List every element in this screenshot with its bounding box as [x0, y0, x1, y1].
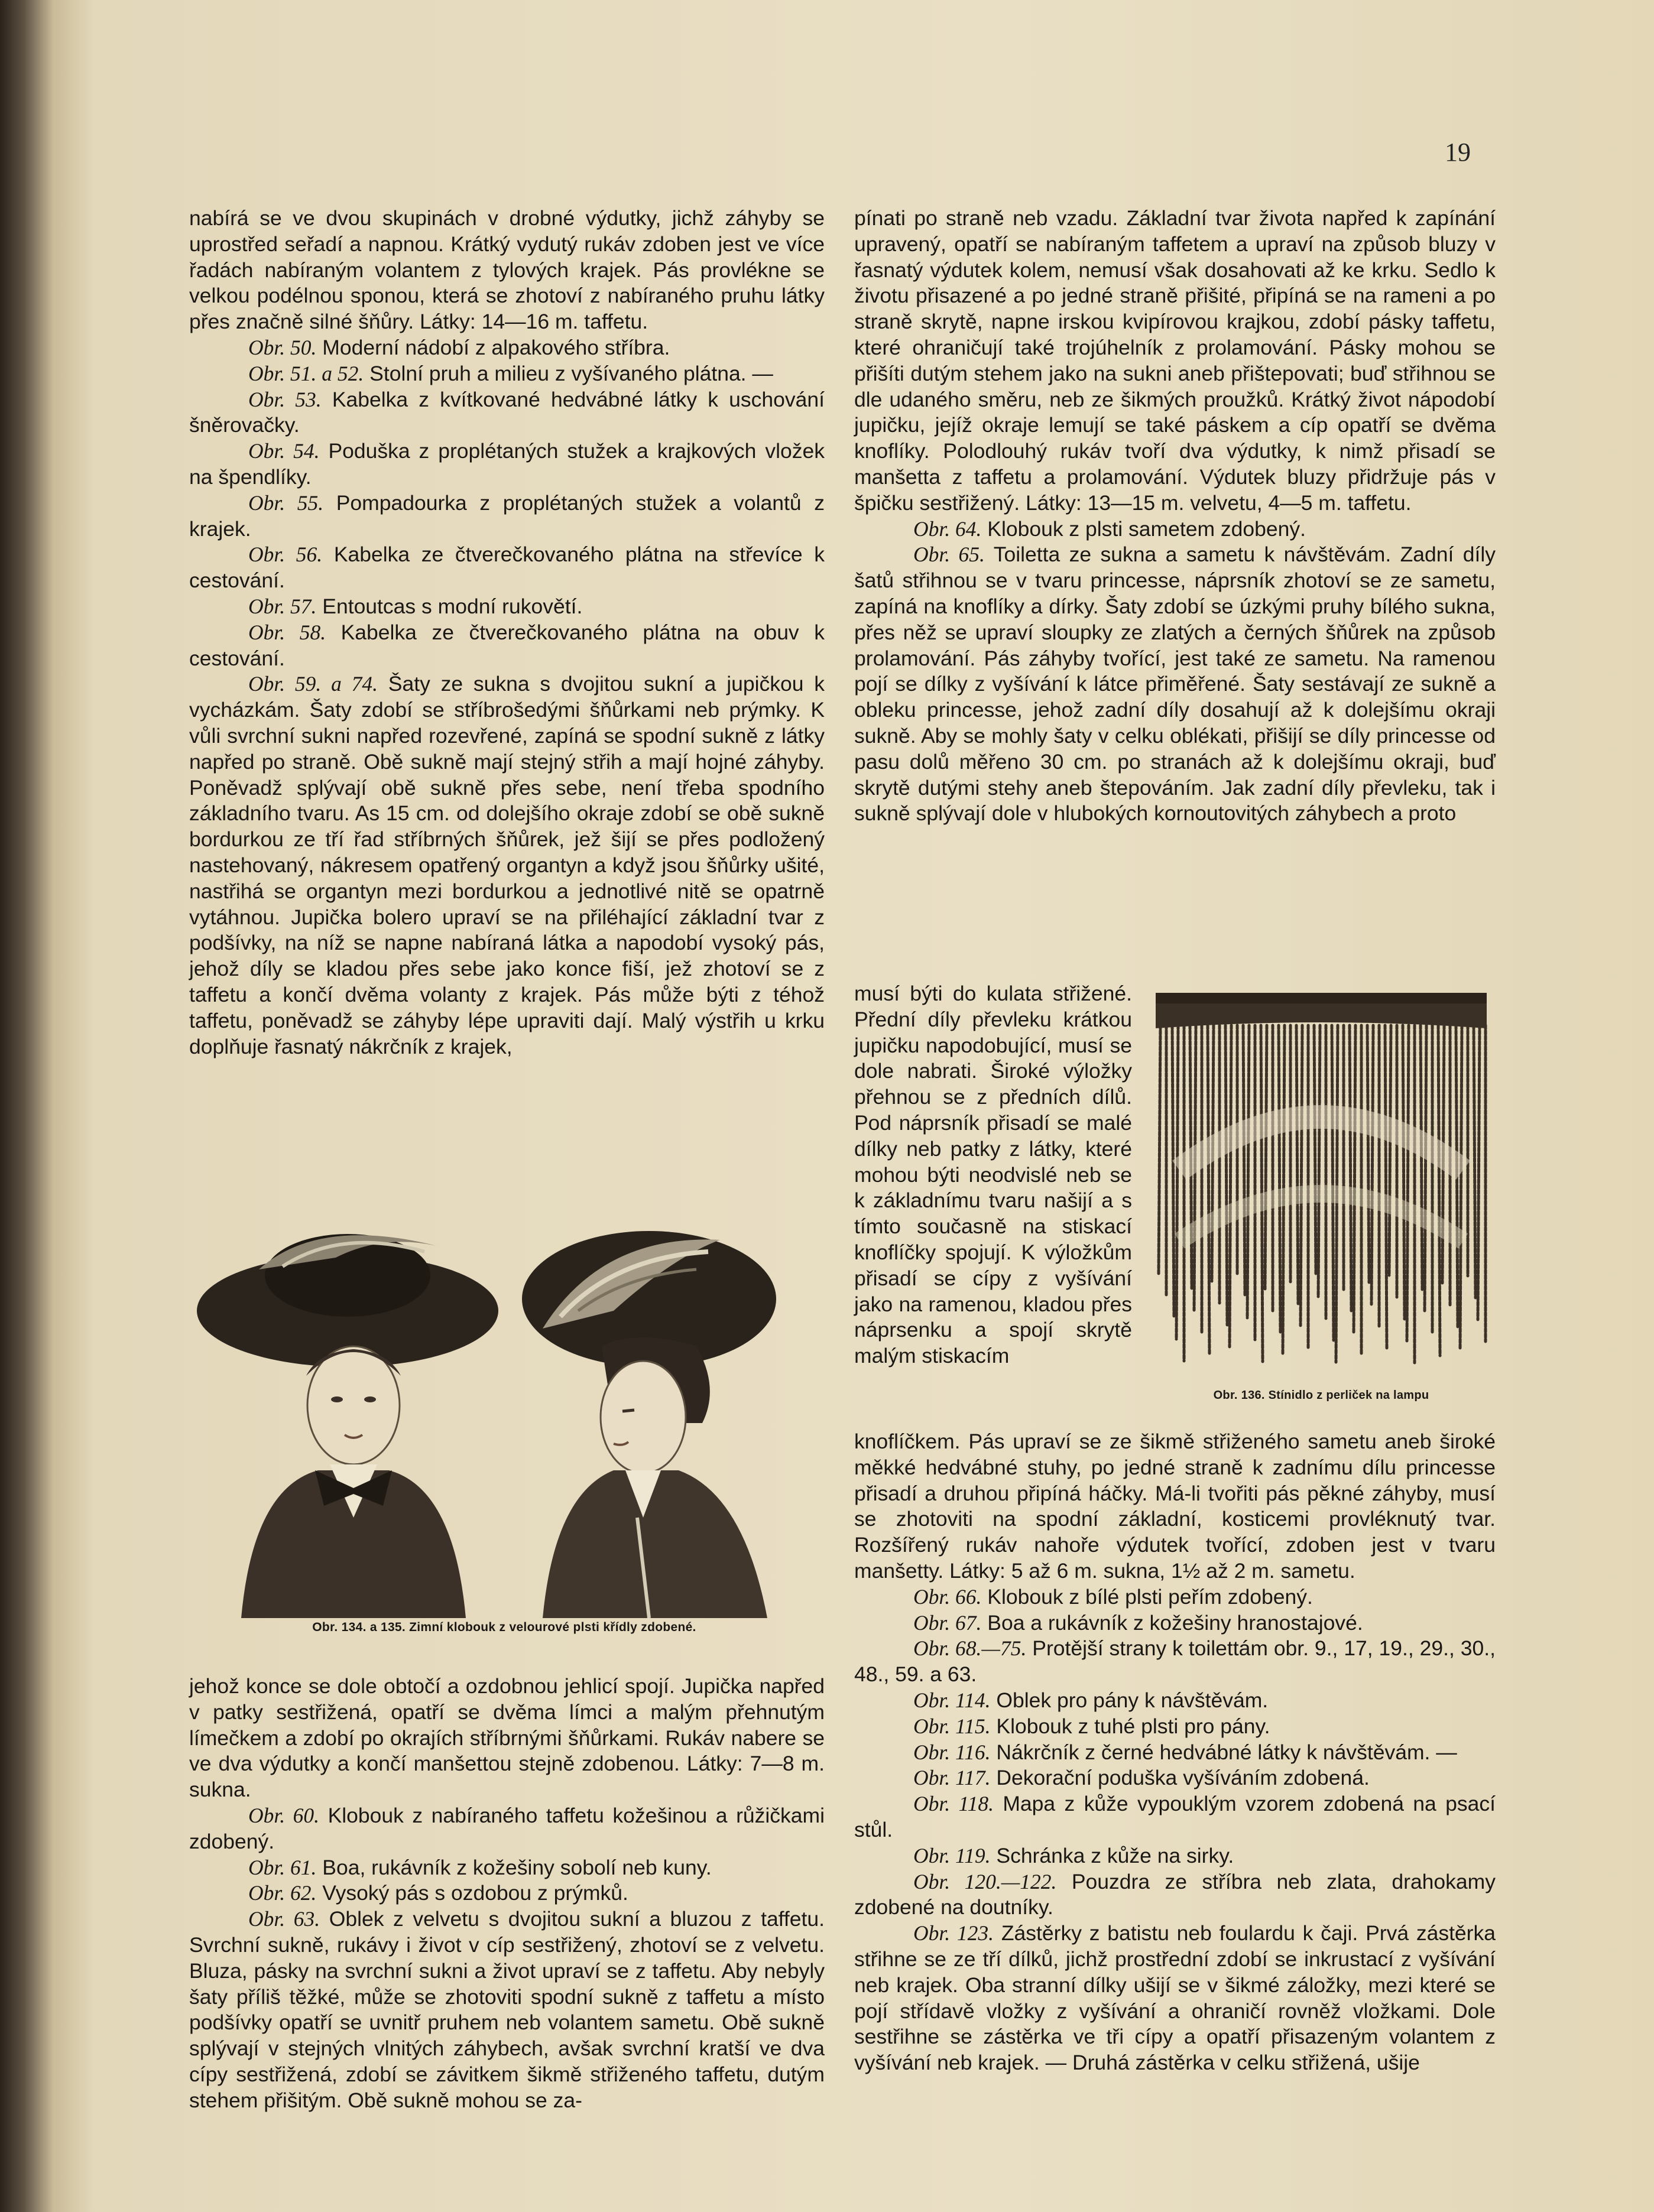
- figure-ref: Obr. 63.: [248, 1907, 320, 1931]
- page-number: 19: [1445, 138, 1471, 167]
- paragraph: Obr. 119. Schránka z kůže na sirky.: [913, 1843, 1234, 1867]
- hats-illustration: [188, 1210, 820, 1618]
- paragraph: knoflíčkem. Pás upraví se ze šikmě střiženého sametu aneb široké měkké hedvábné stuhy, po jedné straně k zadnímu dílu princesse přisadí a druhou připíná háčky. Má-li tvořiti pás pěkné záhyby, musí se zhotoviti na spodní základní, kosticemi provléknutý tvar. Rozšířený rukáv nahoře výdutek tvořící, zdoben jest v tvaru manšetty. Látky: 5 až 6 m. sukna, 1½ až 2 m. sametu.: [854, 1430, 1496, 1583]
- wrapped-text: musí býti do kulata střižené. Přední díly převleku krátkou jupičku napodobující, musí se dole nabrati. Široké výložky přehnou se z předních dílů. Pod náprsník přisadí se malé dílky neb patky z látky, které mohou býti neodvislé neb se k základnímu tvaru našijí a s tímto současně na stiskací knoflíčky spojují. K výložkům přisadí se cípy z vyšívání jako na ramenou, kladou přes náprsenku a spojí skrytě malým stiskacím: [854, 982, 1132, 1368]
- left-column-lower: [189, 1674, 825, 2114]
- paragraph: Obr. 120.—122. Pouzdra ze stříbra neb zlata, drahokamy zdobené na doutníky.: [854, 1869, 1496, 1919]
- figure-ref: Obr. 119.: [913, 1843, 991, 1867]
- fringe-strand: [1314, 1025, 1316, 1275]
- fringe-strand: [1296, 1025, 1298, 1304]
- lamp-shade-illustration: [1144, 993, 1499, 1377]
- fringe-strand: [1230, 1025, 1231, 1347]
- figure-ref: Obr. 120.—122.: [913, 1869, 1057, 1893]
- paragraph: Obr. 117. Dekorační poduška vyšíváním zdobená.: [913, 1766, 1370, 1790]
- fringe-strand: [1367, 1025, 1369, 1282]
- paragraph: pínati po straně neb vzadu. Základní tvar života napřed k zapínání upravený, opatří se nabíraným taffetem a upraví na způsob bluzy v řasnatý výdutek kolem, nemusí však dosahovati až ke krku. Sedlo k životu přisazené a po jedné straně přišité, připíná se na rameni a po straně skrytě, napne irskou kvipírovou krajkou, zdobí pásky taffetu, které ohraničují také trojúhelník z prolamování. Pásky mohou se přišíti dutým stehem jako na sukni aneb přištepovati; buď střihnou se dle udaného směru, neb ze šikmých proužků. Krátký život nápodobí jupičku, jejíž okraje lemují se také páskem a cíp opatří se dvěma knoflíky. Polodlouhý rukáv tvoří dva výdutky, k nimž přisadí se manšetta z taffetu a prolamování. Výdutek bluzy přidržuje pás v špičku sestřižený. Látky: 13—15 m. velvetu, 4—5 m. taffetu.: [854, 206, 1496, 515]
- fringe-strand: [1371, 1025, 1373, 1304]
- paragraph: Obr. 114. Oblek pro pány k návštěvám.: [913, 1688, 1269, 1712]
- figure-ref: Obr. 66.: [913, 1584, 982, 1609]
- fringe-strand: [1247, 1025, 1249, 1318]
- right-column: [854, 206, 1496, 827]
- figure-ref: Obr. 67.: [913, 1610, 982, 1635]
- figure-ref: Obr. 123.: [913, 1921, 994, 1945]
- right-column-lower: [854, 1429, 1496, 2076]
- fringe-strand: [1225, 1025, 1227, 1325]
- figure-ref: Obr. 65.: [913, 543, 985, 567]
- fringe-strand: [1389, 1025, 1391, 1275]
- fringe-strand: [1474, 1025, 1475, 1298]
- fringe-strand: [1421, 1025, 1422, 1290]
- paragraph: Obr. 67. Boa a rukávník z kožešiny hranostajové.: [913, 1610, 1363, 1635]
- figure-ref: Obr. 59. a 74.: [248, 672, 378, 696]
- fringe-strand: [1243, 1025, 1245, 1296]
- paragraph: Obr. 60. Klobouk z nabíraného taffetu kožešinou a růžičkami zdobený.: [189, 1803, 825, 1853]
- figure-ref: Obr. 56.: [248, 543, 323, 567]
- paragraph: Obr. 65. Toiletta ze sukna a sametu k návštěvám. Zadní díly šatů střihnou se v tvaru princesse, náprsník zhotoví se ze sametu, zapíná na knoflíky a dírky. Šaty zdobí se úzkými pruhy bílého sukna, přes něž se upraví sloupky ze zlatých a černých šňůrek na způsob prolamování. Pás záhyby tvořící, jest také ze sametu. Na ramenou pojí se dílky z vyšívání k látce přiměřené. Šaty sestávají ze sukně a obleku princesse, jehož zadní díly dosahují až k dolejšímu okraji sukně. Aby se mohly šaty v celku oblékati, přišijí se díly princesse od pasu dolů měřeno 30 cm. po stranách až k dolejšímu okraji, buď skrytě dutými stehy aneb štepováním. Jak zadní díly převleku, tak i sukně splývají dole v hlubokých kornoutovitých záhybech a proto: [854, 543, 1496, 826]
- fringe-strand: [1478, 1025, 1480, 1320]
- paragraph: Obr. 63. Oblek z velvetu s dvojitou sukní a bluzou z taffetu. Svrchní sukně, rukávy i život v cíp sestřižený, zhotoví se z velvetu. Bluza, pásky na svrchní sukni a život upraví se z taffetu. Aby nebyly šaty příliš těžké, může se zhotoviti spodní sukně z taffetu a místo podšívky opatří se uvnitř pruhem neb volantem sametu. Obě sukně splývají v stejných vlnitých záhybech, avšak svrchní kratší ve dva cípy sestřižená, zdobí se závitkem šikmě střiženého taffetu, dutým stehem přišitým. Obě sukně mohou se za-: [189, 1907, 825, 2112]
- left-column: [189, 206, 825, 1060]
- figure-ref: Obr. 51. a 52.: [248, 361, 364, 385]
- figure-ref: Obr. 53.: [248, 387, 322, 411]
- fringe-strand: [1438, 1025, 1440, 1356]
- fringe-strand: [1172, 1025, 1174, 1317]
- fringe-strand: [1354, 1025, 1355, 1333]
- paragraph: nabírá se ve dvou skupinách v drobné výdutky, jichž záhyby se uprostřed seřadí a napnou. Krátký vydutý rukáv zdoben jest ve více řadách nabíraným volantem z tylových krajek. Pás provlékne se velkou podélnou sponou, která se zhotoví z nabíraného pruhu látky přes značně silné šňůry. Látky: 14—16 m. taffetu.: [189, 206, 825, 334]
- fringe-strand: [1332, 1025, 1334, 1340]
- paragraph: Obr. 68.—75. Protější strany k toilettám obr. 9., 17, 19., 29., 30., 48., 59. a 63.: [854, 1636, 1496, 1687]
- figure-ref: Obr. 114.: [913, 1688, 991, 1712]
- paragraph: Obr. 115. Klobouk z tuhé plsti pro pány.: [913, 1714, 1270, 1738]
- paragraph: jehož konce se dole obtočí a ozdobnou jehlicí spojí. Jupička napřed v patky sestřižená, opatří se dvěma límci a malým přehnutým límečkem a zdobí po okrajích stříbrnými šňůrkami. Rukáv nabere se ve dva výdutky a končí manšettou stejně zdobenou. Látky: 7—8 m. sukna.: [189, 1674, 825, 1802]
- figure-caption: Obr. 134. a 135. Zimní klobouk z velourové plsti křídly zdobené.: [312, 1620, 696, 1634]
- paragraph: Obr. 50. Moderní nádobí z alpakového stříbra.: [248, 335, 670, 359]
- fringe-strand: [1301, 1025, 1302, 1326]
- figure-ref: Obr. 68.—75.: [913, 1636, 1027, 1661]
- figure-ref: Obr. 64.: [913, 517, 982, 541]
- paragraph: Obr. 51. a 52. Stolní pruh a milieu z vyšívaného plátna. —: [248, 361, 773, 385]
- figure-ref: Obr. 50.: [248, 335, 317, 359]
- fringe-strand: [1279, 1025, 1280, 1333]
- fringe-strand: [1265, 1025, 1267, 1289]
- paragraph: Obr. 57. Entoutcas s modní rukovětí.: [248, 594, 583, 618]
- paragraph: Obr. 118. Mapa z kůže vypouklým vzorem zdobená na psací stůl.: [854, 1792, 1496, 1841]
- figure-ref: Obr. 60.: [248, 1803, 320, 1827]
- figure-ref: Obr. 115.: [913, 1714, 991, 1738]
- paragraph: Obr. 116. Nákrčník z černé hedvábné látky k návštěvám. —: [913, 1740, 1457, 1764]
- figure-hats: [188, 1210, 820, 1636]
- figure-ref: Obr. 116.: [913, 1740, 991, 1764]
- fringe-strand: [1159, 1025, 1160, 1274]
- fringe-strand: [1208, 1025, 1209, 1354]
- fringe-strand: [1407, 1025, 1409, 1341]
- figure-ref: Obr. 117.: [913, 1766, 991, 1790]
- paragraph: Obr. 66. Klobouk z bílé plsti peřím zdobený.: [913, 1584, 1313, 1609]
- paragraph: Obr. 61. Boa, rukávník z kožešiny sobolí neb kuny.: [248, 1855, 712, 1879]
- fringe-strand: [1318, 1025, 1320, 1297]
- figure-ref: Obr. 57.: [248, 594, 317, 618]
- paragraph: Obr. 123. Zástěrky z batistu neb foulardu k čaji. Prvá zástěrka střihne se ze tří dílků, jichž prostřední zdobí se inkrustací z vyšívání neb krajek. Oba stranní dílky ušijí se v šikmé záložky, mezi které se pojí střídavě vložky z vyšívání a ohraničí rovněž vložkami. Dole sestřihne se zástěrka ve tři cípy a opatří přisazeným volantem z vyšívání neb krajek. — Druhá zástěrka v celku střižená, ušije: [854, 1921, 1496, 2075]
- fringe-strand: [1176, 1025, 1178, 1339]
- paragraph: Obr. 64. Klobouk z plsti sametem zdobený.: [913, 517, 1306, 541]
- paragraph: Obr. 56. Kabelka ze čtverečkovaného plátna na střevíce k cestování.: [189, 543, 825, 593]
- figure-ref: Obr. 118.: [913, 1792, 994, 1816]
- fringe-strand: [1350, 1025, 1351, 1311]
- paragraph: Obr. 53. Kabelka z kvítkované hedvábné látky k uschování šněrovačky.: [189, 387, 825, 437]
- fringe-strand: [1403, 1025, 1405, 1319]
- figure-caption: Obr. 136. Stínidlo z perliček na lampu: [1213, 1389, 1429, 1402]
- paragraph: Obr. 55. Pompadourka z proplétaných stužek a volantů z krajek.: [189, 491, 825, 541]
- figure-ref: Obr. 61.: [248, 1855, 317, 1879]
- figure-ref: Obr. 54.: [248, 439, 320, 463]
- paragraph: Obr. 54. Poduška z proplétaných stužek a krajkových vložek na špendlíky.: [189, 439, 825, 489]
- figure-lamp-shade: [1144, 993, 1499, 1424]
- fringe-strand: [1385, 1025, 1387, 1348]
- figure-ref: Obr. 58.: [248, 620, 326, 644]
- right-hat-figure: [522, 1231, 776, 1618]
- figure-ref: Obr. 62.: [248, 1881, 317, 1905]
- paragraph: Obr. 62. Vysoký pás s ozdobou z prýmků.: [248, 1881, 628, 1905]
- paragraph: Obr. 58. Kabelka ze čtverečkovaného plátna na obuv k cestování.: [189, 620, 825, 670]
- left-hat-figure: [197, 1234, 498, 1618]
- figure-ref: Obr. 55.: [248, 491, 324, 515]
- fringe-strand: [1425, 1025, 1426, 1312]
- paragraph: Obr. 59. a 74. Šaty ze sukna s dvojitou sukní a jupičkou k vycházkám. Šaty zdobí se stříbrošedými šňůrkami neb prýmky. K vůli svrchní sukni napřed rozevřené, zapíná se spodní sukně z látky napřed po straně. Obě sukně mají stejný střih a mají hojné záhyby. Poněvadž splývají obě sukně přes sebe, není třeba spodního základního tvaru. As 15 cm. od dolejšího okraje zdobí se obě sukně bordurkou ze tří řad stříbrných šňůrek, jež šijí se přes podložený nastehovaný, nákresem opatřený organtyn a když jsou šňůrky ušité, nastřihá se organtyn mezi bordurkou a jednotlivé nitě se opatrně vytáhnou. Jupička bolero upraví se na přiléhající základní tvar z podšívky, na níž se napne nabíraná látka a napodobí vysoký pás, jehož díly se kladou přes sebe jako konce fiší, jež zhotoví se z taffetu a končí dvěma volanty z krajek. Pás může býti z téhož taffetu, poněvadž se záhyby lépe upraviti dají. Malý výstřih u krku doplňuje řasnatý nákrčník z krajek,: [189, 672, 825, 1058]
- fringe-strand: [1460, 1025, 1462, 1349]
